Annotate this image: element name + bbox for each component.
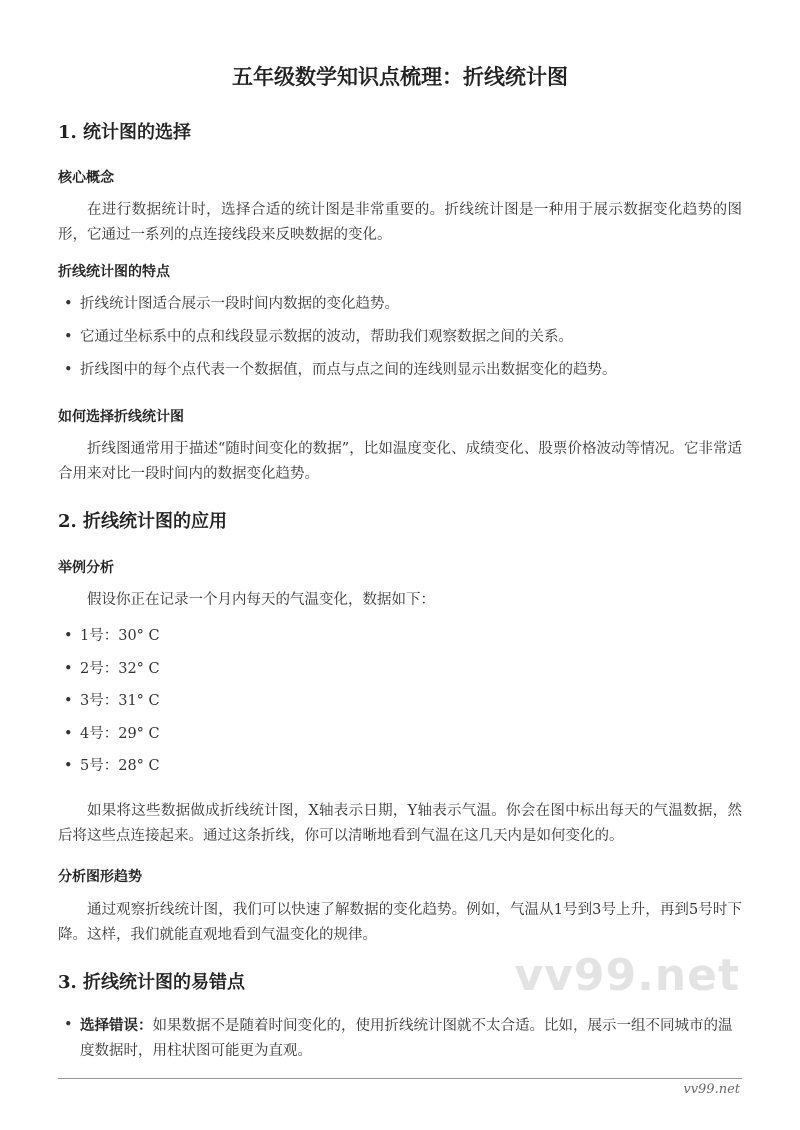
list-item: • 4号：29° C bbox=[58, 722, 742, 747]
section-3-heading: 3. 折线统计图的易错点 bbox=[58, 972, 246, 993]
features-heading: 折线统计图的特点 bbox=[58, 264, 170, 280]
watermark: vv99.net bbox=[514, 950, 740, 1001]
list-item: • 2号：32° C bbox=[58, 657, 742, 682]
example-heading: 举例分析 bbox=[58, 560, 114, 576]
footer-divider bbox=[58, 1078, 742, 1079]
list-item: • 1号：30° C bbox=[58, 624, 742, 649]
core-concept-heading: 核心概念 bbox=[58, 170, 114, 186]
howto-text: 折线图通常用于描述“随时间变化的数据”，比如温度变化、成绩变化、股票价格波动等情况。它非常适合用来对比一段时间内的数据变化趋势。 bbox=[58, 441, 742, 482]
list-item: • 3号：31° C bbox=[58, 689, 742, 714]
footer-site: vv99.net bbox=[683, 1082, 740, 1097]
item-label: 选择错误： bbox=[80, 1017, 153, 1034]
example-text: 如果将这些数据做成折线统计图，X轴表示日期，Y轴表示气温。你会在图中标出每天的气温数据，然后将这些点连接起来。通过这条折线，你可以清晰地看到气温在这几天内是如何变化的。 bbox=[58, 803, 742, 844]
section-1-heading: 1. 统计图的选择 bbox=[58, 122, 192, 143]
list-item: • 它通过坐标系中的点和线段显示数据的波动，帮助我们观察数据之间的关系。 bbox=[58, 325, 742, 350]
howto-heading: 如何选择折线统计图 bbox=[58, 409, 184, 425]
page-title: 五年级数学知识点梳理：折线统计图 bbox=[232, 64, 568, 89]
list-item: • 5号：28° C bbox=[58, 754, 742, 779]
core-concept-text: 在进行数据统计时，选择合适的统计图是非常重要的。折线统计图是一种用于展示数据变化趋势的图形，它通过一系列的点连接线段来反映数据的变化。 bbox=[58, 202, 742, 243]
list-item: • 折线图中的每个点代表一个数据值，而点与点之间的连线则显示出数据变化的趋势。 bbox=[58, 358, 742, 383]
trend-heading: 分析图形趋势 bbox=[58, 869, 142, 885]
section-2-heading: 2. 折线统计图的应用 bbox=[58, 511, 228, 532]
list-item: • 折线统计图适合展示一段时间内数据的变化趋势。 bbox=[58, 292, 742, 317]
trend-text: 通过观察折线统计图，我们可以快速了解数据的变化趋势。例如，气温从1号到3号上升，再到5号时下降。这样，我们就能直观地看到气温变化的规律。 bbox=[58, 902, 742, 943]
list-item bbox=[58, 1013, 742, 1064]
item-text: 如果数据不是随着时间变化的，使用折线统计图就不太合适。比如，展示一组不同城市的温度数据时，用柱状图可能更为直观。 bbox=[80, 1018, 733, 1059]
example-intro: 假设你正在记录一个月内每天的气温变化，数据如下： bbox=[87, 592, 435, 608]
